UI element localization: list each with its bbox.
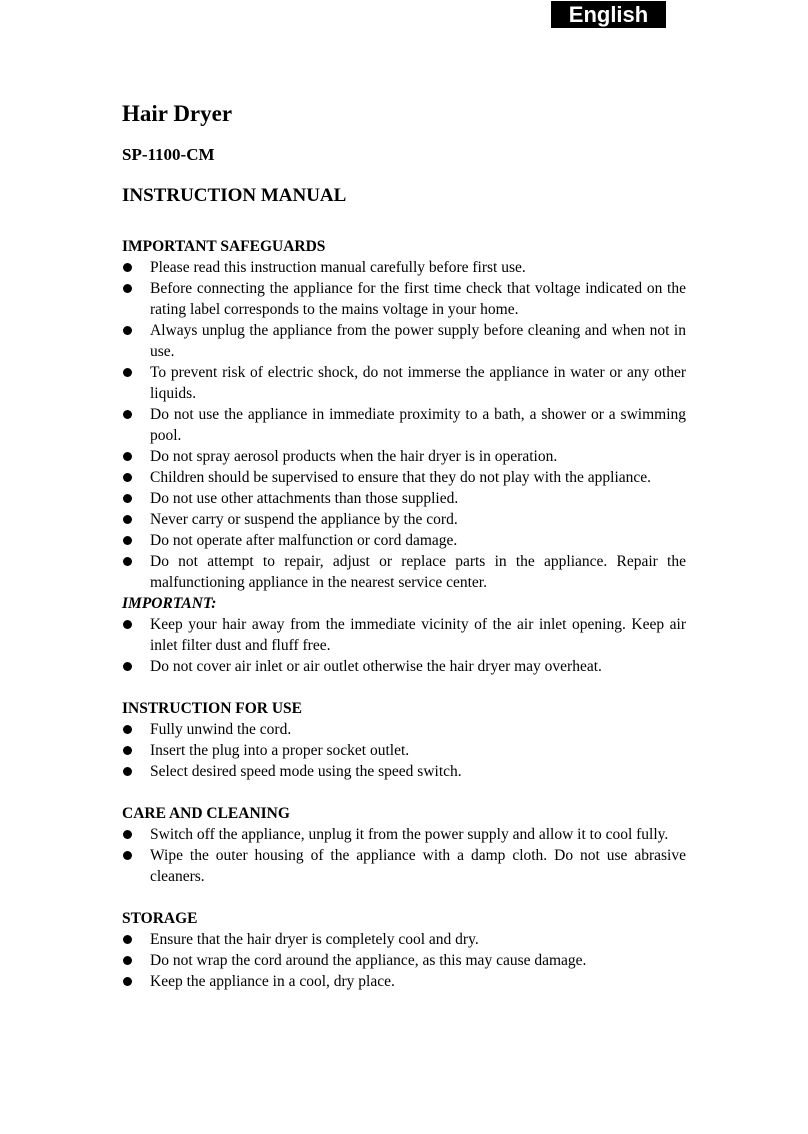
- list-item: [122, 845, 686, 887]
- list-item-text: Do not attempt to repair, adjust or replace parts in the appliance. Repair the malfunctioning appliance in the nearest service center.: [150, 553, 686, 591]
- bullet-icon: [123, 851, 132, 860]
- bullet-icon: [123, 284, 132, 293]
- list-item: [122, 614, 686, 656]
- bullet-icon: [123, 263, 132, 272]
- bullet-icon: [123, 935, 132, 944]
- list-item-text: Before connecting the appliance for the first time check that voltage indicated on the rating label corresponds to the mains voltage in your home.: [150, 280, 686, 318]
- list-item: [122, 488, 686, 509]
- bullet-icon: [123, 620, 132, 629]
- storage-list: [122, 929, 686, 992]
- list-item-text: Never carry or suspend the appliance by the cord.: [150, 511, 458, 528]
- bullet-icon: [123, 452, 132, 461]
- list-item: [122, 656, 686, 677]
- list-item: [122, 551, 686, 593]
- list-item: [122, 509, 686, 530]
- list-item-text: Do not wrap the cord around the appliance, as this may cause damage.: [150, 952, 587, 969]
- list-item-text: Please read this instruction manual carefully before first use.: [150, 259, 526, 276]
- list-item: [122, 824, 686, 845]
- bullet-icon: [123, 536, 132, 545]
- safeguards-list: [122, 257, 686, 593]
- instruction-heading: INSTRUCTION FOR USE: [122, 700, 303, 717]
- list-item: [122, 719, 686, 740]
- instruction-list: [122, 719, 686, 782]
- care-heading: CARE AND CLEANING: [122, 805, 290, 822]
- list-item: [122, 446, 686, 467]
- list-item-text: To prevent risk of electric shock, do not immerse the appliance in water or any other liquids.: [150, 364, 686, 402]
- bullet-icon: [123, 830, 132, 839]
- list-item-text: Select desired speed mode using the speed switch.: [150, 763, 462, 780]
- list-item: [122, 362, 686, 404]
- list-item-text: Keep the appliance in a cool, dry place.: [150, 973, 395, 990]
- important-label: IMPORTANT:: [122, 595, 217, 612]
- bullet-icon: [123, 662, 132, 671]
- list-item-text: Do not cover air inlet or air outlet otherwise the hair dryer may overheat.: [150, 658, 602, 675]
- list-item: [122, 971, 686, 992]
- list-item: [122, 761, 686, 782]
- bullet-icon: [123, 557, 132, 566]
- model-number: SP-1100-CM: [122, 145, 215, 164]
- manual-heading: INSTRUCTION MANUAL: [122, 185, 347, 206]
- list-item: [122, 404, 686, 446]
- list-item: [122, 929, 686, 950]
- list-item: [122, 320, 686, 362]
- bullet-icon: [123, 494, 132, 503]
- bullet-icon: [123, 410, 132, 419]
- list-item-text: Insert the plug into a proper socket outlet.: [150, 742, 410, 759]
- list-item-text: Switch off the appliance, unplug it from the power supply and allow it to cool fully.: [150, 826, 669, 843]
- document-title: Hair Dryer: [122, 101, 233, 126]
- list-item: [122, 530, 686, 551]
- bullet-icon: [123, 725, 132, 734]
- bullet-icon: [123, 368, 132, 377]
- bullet-icon: [123, 326, 132, 335]
- list-item-text: Do not operate after malfunction or cord damage.: [150, 532, 458, 549]
- bullet-icon: [123, 473, 132, 482]
- language-tab: English: [551, 1, 666, 28]
- bullet-icon: [123, 956, 132, 965]
- bullet-icon: [123, 515, 132, 524]
- storage-heading: STORAGE: [122, 910, 198, 927]
- bullet-icon: [123, 977, 132, 986]
- safeguards-heading: IMPORTANT SAFEGUARDS: [122, 238, 326, 255]
- list-item-text: Do not use the appliance in immediate proximity to a bath, a shower or a swimming pool.: [150, 406, 686, 444]
- list-item-text: Children should be supervised to ensure that they do not play with the appliance.: [150, 469, 652, 486]
- bullet-icon: [123, 767, 132, 776]
- care-list: [122, 824, 686, 887]
- list-item: [122, 257, 686, 278]
- list-item-text: Do not use other attachments than those supplied.: [150, 490, 459, 507]
- bullet-icon: [123, 746, 132, 755]
- list-item: [122, 278, 686, 320]
- list-item: [122, 950, 686, 971]
- list-item: [122, 467, 686, 488]
- list-item-text: Keep your hair away from the immediate vicinity of the air inlet opening. Keep air inlet filter dust and fluff free.: [150, 616, 686, 654]
- list-item-text: Fully unwind the cord.: [150, 721, 292, 738]
- list-item-text: Wipe the outer housing of the appliance with a damp cloth. Do not use abrasive cleaners.: [150, 847, 686, 885]
- manual-page: [122, 97, 686, 992]
- list-item: [122, 740, 686, 761]
- list-item-text: Do not spray aerosol products when the hair dryer is in operation.: [150, 448, 558, 465]
- list-item-text: Ensure that the hair dryer is completely cool and dry.: [150, 931, 479, 948]
- important-list: [122, 614, 686, 677]
- list-item-text: Always unplug the appliance from the power supply before cleaning and when not in use.: [150, 322, 686, 360]
